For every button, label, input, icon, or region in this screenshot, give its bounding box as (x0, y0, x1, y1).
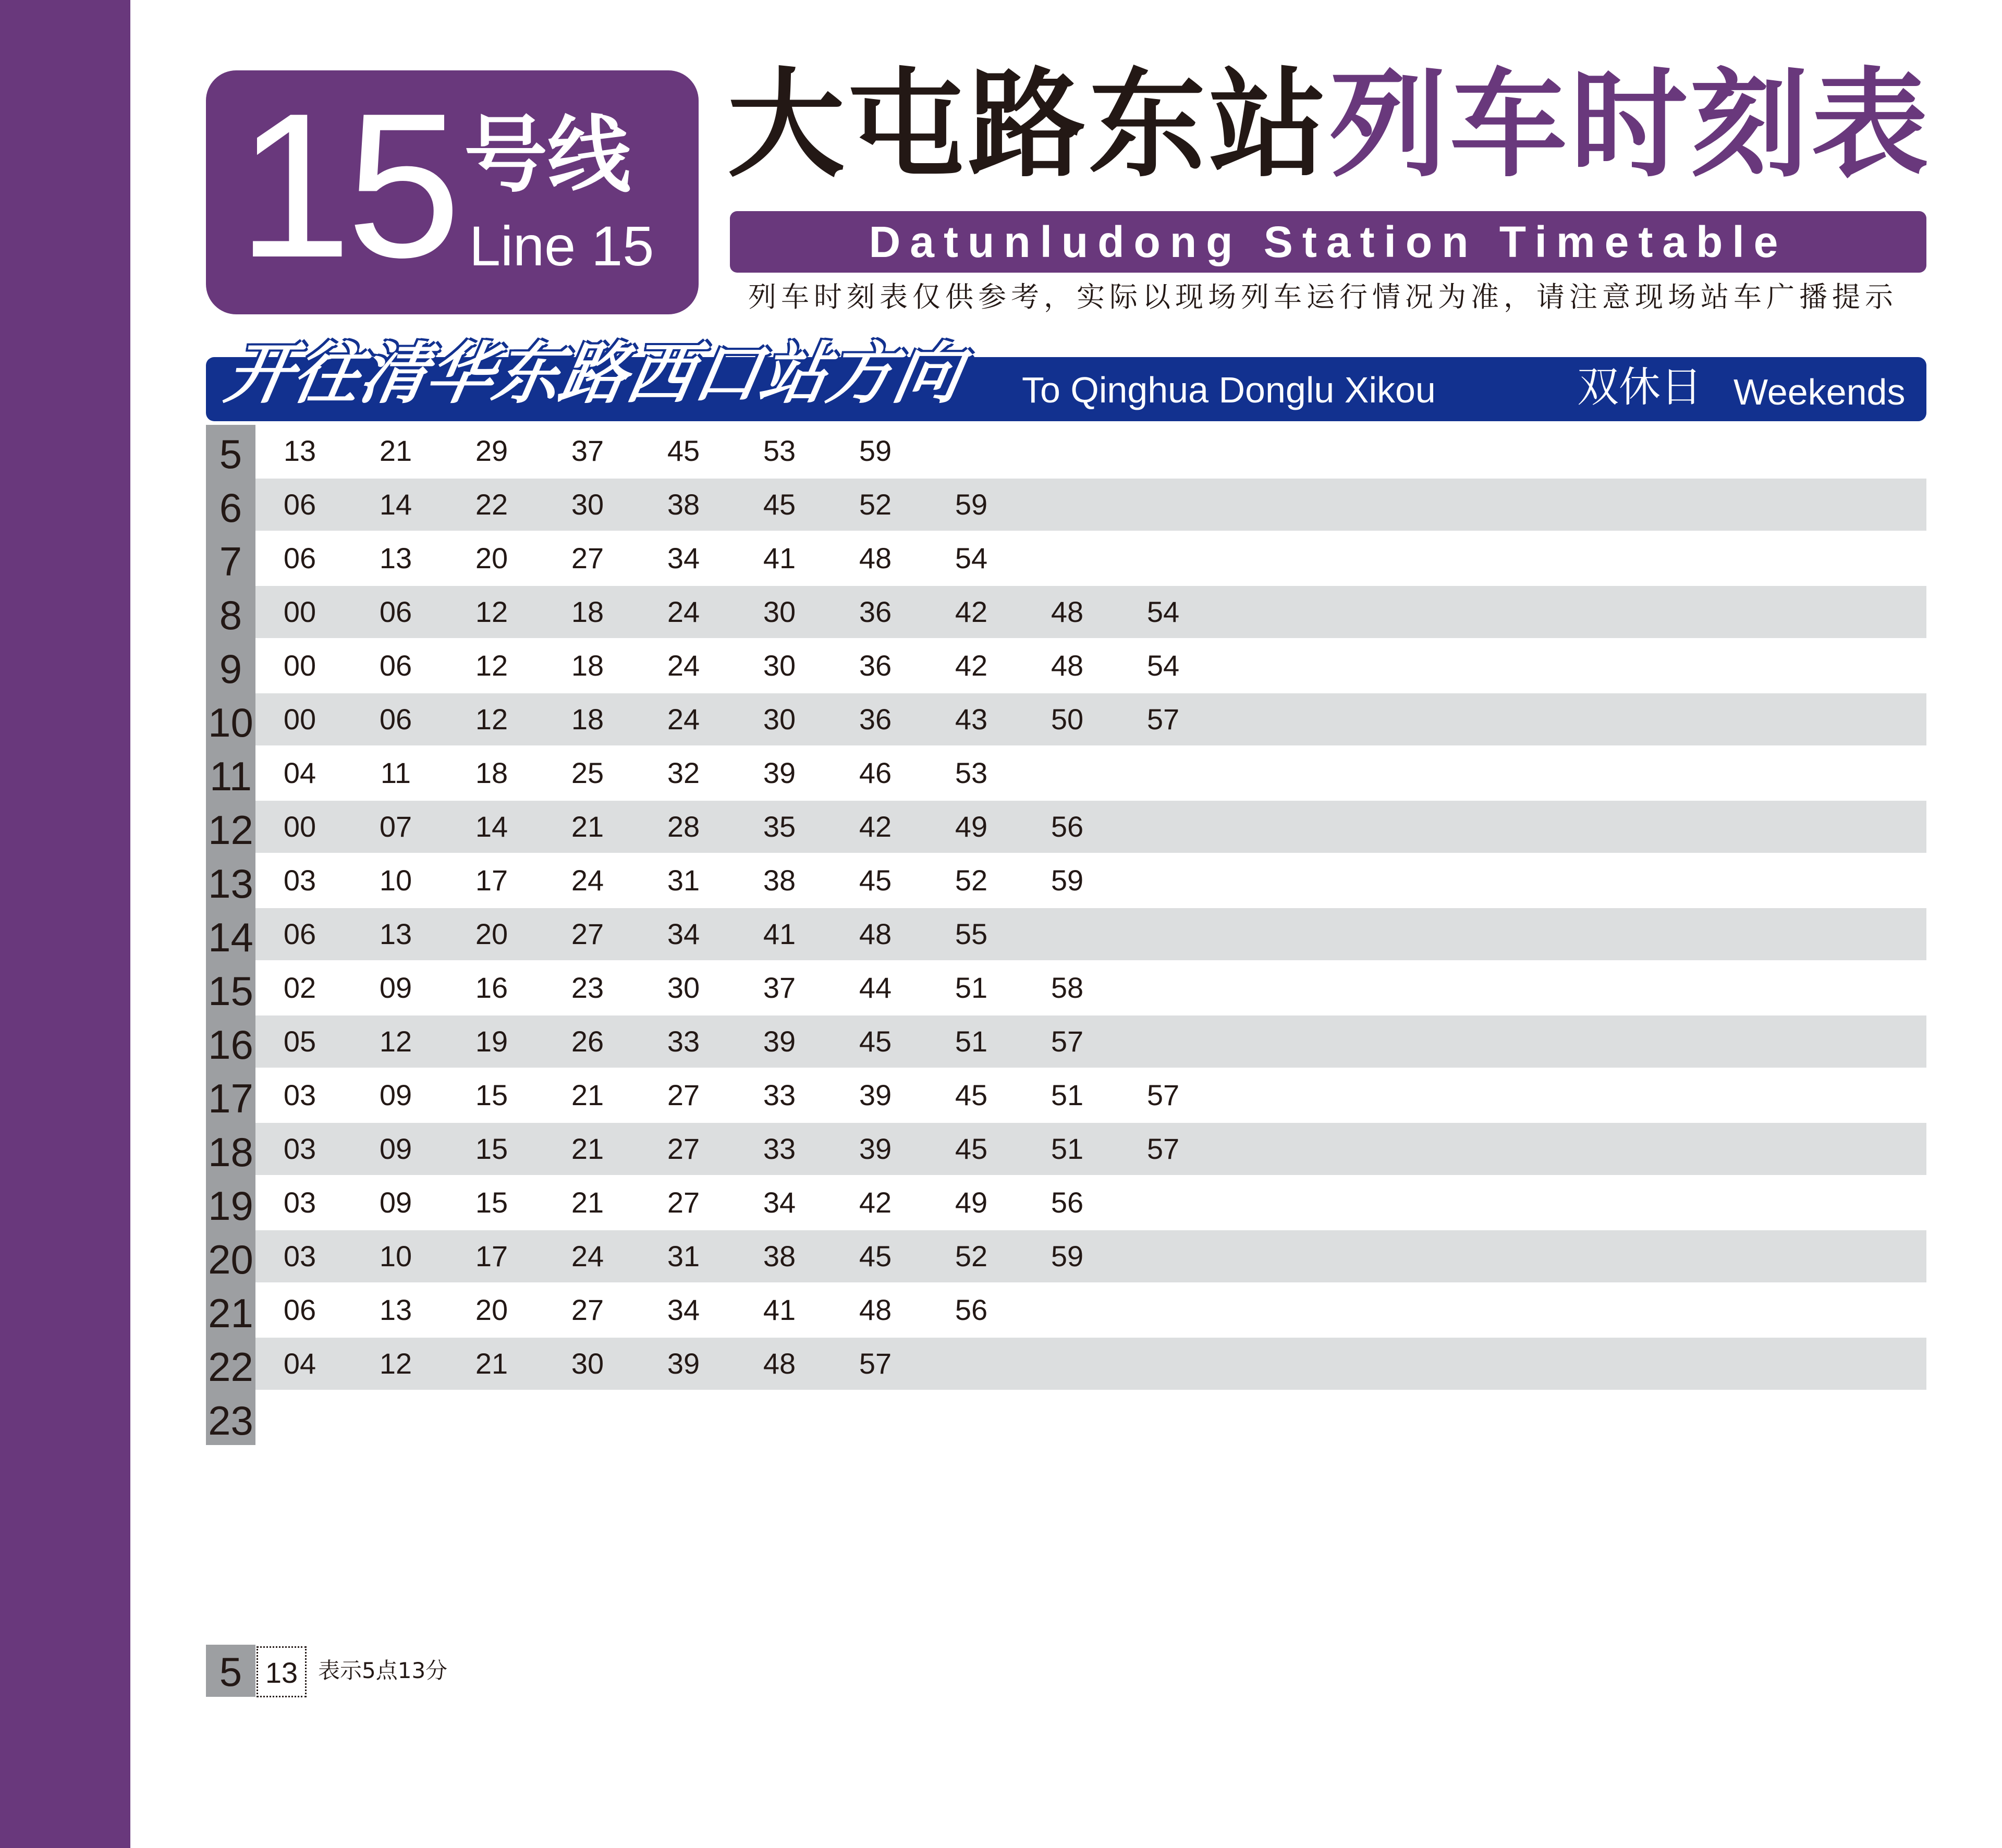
minute-cell: 45 (667, 434, 700, 467)
legend-note: 表示5点13分 (318, 1658, 448, 1683)
minute-cell: 41 (763, 917, 796, 950)
minute-cell: 18 (475, 756, 508, 789)
minute-cell: 14 (475, 810, 508, 843)
minute-cell: 59 (859, 434, 892, 467)
minute-cell: 07 (379, 810, 412, 843)
timetable-row (206, 640, 1926, 693)
timetable-row (206, 908, 1926, 962)
minute-cell: 42 (859, 1186, 892, 1219)
hour-cell: 22 (206, 1338, 255, 1391)
minute-cell: 21 (475, 1347, 508, 1380)
minute-cell: 51 (1051, 1079, 1084, 1111)
legend-minute: 13 (257, 1646, 307, 1697)
timetable-row (206, 532, 1926, 586)
minute-cell: 45 (955, 1079, 988, 1111)
minute-cell: 39 (763, 756, 796, 789)
minute-cell: 39 (859, 1079, 892, 1111)
minute-cell: 51 (955, 1025, 988, 1058)
minute-cell: 59 (1051, 864, 1084, 897)
minute-cell: 15 (475, 1132, 508, 1165)
minute-cell: 27 (571, 917, 604, 950)
minute-cell: 27 (667, 1132, 700, 1165)
minute-cell: 11 (380, 756, 411, 789)
minute-cell: 13 (379, 917, 412, 950)
timetable (206, 425, 1926, 1445)
minute-cell: 57 (859, 1347, 892, 1380)
timetable-row (206, 693, 1926, 747)
minute-cell: 56 (1051, 1186, 1084, 1219)
minute-cell: 45 (859, 1240, 892, 1272)
minute-cell: 03 (283, 1132, 316, 1165)
minute-cell: 38 (763, 864, 796, 897)
minute-cell: 34 (763, 1186, 796, 1219)
minute-cell: 14 (379, 488, 412, 521)
minute-cell: 06 (379, 595, 412, 628)
timetable-row (206, 1338, 1926, 1391)
minute-cell: 24 (667, 595, 700, 628)
minute-cell: 48 (1051, 595, 1084, 628)
minute-cell: 39 (667, 1347, 700, 1380)
minute-cell: 42 (955, 595, 988, 628)
minute-cell: 06 (379, 703, 412, 736)
line-label-cn: 号线 (464, 106, 631, 204)
minute-cell: 30 (571, 488, 604, 521)
minute-cell: 56 (1051, 810, 1084, 843)
minute-cell: 09 (379, 1079, 412, 1111)
minute-cell: 12 (379, 1347, 412, 1380)
timetable-row (206, 962, 1926, 1015)
minute-cell: 20 (475, 917, 508, 950)
minute-cell: 54 (955, 542, 988, 574)
minute-cell: 55 (955, 917, 988, 950)
minute-cell: 57 (1146, 1132, 1180, 1165)
timetable-row (206, 1069, 1926, 1123)
timetable-row (206, 586, 1926, 640)
minute-cell: 54 (1146, 595, 1180, 628)
minute-cell: 57 (1146, 1079, 1180, 1111)
minute-cell: 20 (475, 542, 508, 574)
notice-text: 列车时刻表仅供参考，实际以现场列车运行情况为准，请注意现场站车广播提示 (748, 280, 1898, 313)
minute-cell: 09 (379, 1186, 412, 1219)
hour-cell: 20 (206, 1230, 255, 1284)
minute-cell: 36 (859, 649, 892, 682)
minute-cell: 33 (667, 1025, 700, 1058)
minute-cell: 51 (955, 971, 988, 1004)
minute-cell: 12 (475, 703, 508, 736)
minute-cell: 51 (1051, 1132, 1084, 1165)
minute-cell: 13 (283, 434, 316, 467)
minute-cell: 31 (667, 1240, 700, 1272)
timetable-label: 列车时刻表 (1329, 57, 1932, 193)
minute-cell: 30 (571, 1347, 604, 1380)
minute-cell: 06 (283, 542, 316, 574)
hour-cell: 16 (206, 1015, 255, 1069)
minute-cell: 45 (763, 488, 796, 521)
minute-cell: 59 (1051, 1240, 1084, 1272)
minute-cell: 49 (955, 810, 988, 843)
minute-cell: 53 (955, 756, 988, 789)
hour-cell: 11 (206, 747, 255, 801)
minute-cell: 44 (859, 971, 892, 1004)
english-title-bar: Datunludong Station Timetable (730, 211, 1926, 273)
minute-cell: 22 (475, 488, 508, 521)
timetable-row (206, 801, 1926, 854)
minute-cell: 27 (571, 542, 604, 574)
minute-cell: 09 (379, 971, 412, 1004)
minute-cell: 06 (283, 1293, 316, 1326)
minute-cell: 56 (955, 1293, 988, 1326)
minute-cell: 00 (283, 595, 316, 628)
minute-cell: 42 (955, 649, 988, 682)
minute-cell: 57 (1051, 1025, 1084, 1058)
minute-cell: 18 (571, 703, 604, 736)
line-number: 15 (237, 70, 456, 300)
minute-cell: 03 (283, 1240, 316, 1272)
left-decorative-bar (0, 0, 130, 1848)
minute-cell: 00 (283, 703, 316, 736)
minute-cell: 30 (763, 703, 796, 736)
minute-cell: 27 (571, 1293, 604, 1326)
line-label-en: Line 15 (469, 214, 654, 277)
minute-cell: 46 (859, 756, 892, 789)
minute-cell: 37 (763, 971, 796, 1004)
minute-cell: 21 (571, 1186, 604, 1219)
minute-cell: 10 (379, 1240, 412, 1272)
timetable-row (206, 479, 1926, 532)
minute-cell: 30 (763, 649, 796, 682)
minute-cell: 12 (475, 649, 508, 682)
hour-cell: 10 (206, 693, 255, 747)
minute-cell: 39 (859, 1132, 892, 1165)
minute-cell: 03 (283, 1079, 316, 1111)
minute-cell: 54 (1146, 649, 1180, 682)
minute-cell: 49 (955, 1186, 988, 1219)
minute-cell: 38 (667, 488, 700, 521)
hour-cell: 8 (206, 586, 255, 640)
minute-cell: 06 (283, 488, 316, 521)
station-name: 大屯路东站 (727, 57, 1329, 193)
hour-cell: 12 (206, 801, 255, 854)
minute-cell: 53 (763, 434, 796, 467)
minute-cell: 15 (475, 1186, 508, 1219)
minute-cell: 06 (283, 917, 316, 950)
direction-cn: 开往清华东路西口站方向 (219, 335, 968, 413)
direction-bar (206, 335, 1926, 421)
minute-cell: 06 (379, 649, 412, 682)
minute-cell: 58 (1051, 971, 1084, 1004)
timetable-row (206, 1284, 1926, 1338)
minute-cell: 45 (859, 864, 892, 897)
minute-cell: 34 (667, 1293, 700, 1326)
minute-cell: 52 (955, 1240, 988, 1272)
direction-en: To Qinghua Donglu Xikou (1022, 370, 1436, 410)
minute-cell: 17 (475, 864, 508, 897)
minute-cell: 43 (955, 703, 988, 736)
minute-cell: 28 (667, 810, 700, 843)
hour-cell: 9 (206, 640, 255, 693)
hour-cell: 13 (206, 854, 255, 908)
minute-cell: 38 (763, 1240, 796, 1272)
minute-cell: 48 (859, 1293, 892, 1326)
minute-cell: 18 (571, 649, 604, 682)
minute-cell: 45 (859, 1025, 892, 1058)
minute-cell: 45 (955, 1132, 988, 1165)
timetable-row (206, 1177, 1926, 1230)
day-type-en: Weekends (1734, 372, 1906, 412)
minute-cell: 18 (571, 595, 604, 628)
minute-cell: 00 (283, 810, 316, 843)
minute-cell: 37 (571, 434, 604, 467)
hour-cell: 19 (206, 1177, 255, 1230)
minute-cell: 24 (571, 864, 604, 897)
minute-cell: 36 (859, 703, 892, 736)
hour-cell: 15 (206, 962, 255, 1015)
minute-cell: 41 (763, 542, 796, 574)
minute-cell: 48 (859, 542, 892, 574)
minute-cell: 23 (571, 971, 604, 1004)
minute-cell: 24 (571, 1240, 604, 1272)
hour-cell: 18 (206, 1123, 255, 1177)
minute-cell: 12 (379, 1025, 412, 1058)
minute-cell: 34 (667, 542, 700, 574)
minute-cell: 12 (475, 595, 508, 628)
minute-cell: 24 (667, 649, 700, 682)
minute-cell: 41 (763, 1293, 796, 1326)
minute-cell: 00 (283, 649, 316, 682)
minute-cell: 04 (283, 756, 316, 789)
hour-cell: 21 (206, 1284, 255, 1338)
timetable-row (206, 1123, 1926, 1177)
minute-cell: 42 (859, 810, 892, 843)
minute-cell: 21 (571, 1132, 604, 1165)
hour-cell: 7 (206, 532, 255, 586)
minute-cell: 33 (763, 1079, 796, 1111)
minute-cell: 35 (763, 810, 796, 843)
minute-cell: 21 (571, 1079, 604, 1111)
minute-cell: 17 (475, 1240, 508, 1272)
minute-cell: 21 (379, 434, 412, 467)
minute-cell: 24 (667, 703, 700, 736)
minute-cell: 31 (667, 864, 700, 897)
minute-cell: 50 (1051, 703, 1084, 736)
minute-cell: 27 (667, 1186, 700, 1219)
line-badge (206, 70, 699, 314)
minute-cell: 59 (955, 488, 988, 521)
minute-cell: 36 (859, 595, 892, 628)
hour-cell: 6 (206, 479, 255, 532)
minute-cell: 39 (763, 1025, 796, 1058)
timetable-row (206, 854, 1926, 908)
minute-cell: 29 (475, 434, 508, 467)
minute-cell: 04 (283, 1347, 316, 1380)
minute-cell: 26 (571, 1025, 604, 1058)
minute-cell: 32 (667, 756, 700, 789)
minute-cell: 30 (763, 595, 796, 628)
minute-cell: 52 (955, 864, 988, 897)
hour-cell: 5 (206, 425, 255, 479)
minute-cell: 52 (859, 488, 892, 521)
minute-cell: 34 (667, 917, 700, 950)
timetable-row (206, 1015, 1926, 1069)
hour-cell: 14 (206, 908, 255, 962)
day-type-cn: 双休日 (1577, 363, 1702, 411)
minute-cell: 15 (475, 1079, 508, 1111)
minute-cell: 30 (667, 971, 700, 1004)
timetable-row (206, 1391, 1926, 1445)
minute-cell: 27 (667, 1079, 700, 1111)
hour-cell: 23 (206, 1391, 255, 1445)
minute-cell: 20 (475, 1293, 508, 1326)
legend-hour: 5 (206, 1645, 255, 1697)
timetable-row (206, 1230, 1926, 1284)
minute-cell: 05 (283, 1025, 316, 1058)
minute-cell: 21 (571, 810, 604, 843)
minute-cell: 13 (379, 542, 412, 574)
minute-cell: 33 (763, 1132, 796, 1165)
minute-cell: 19 (475, 1025, 508, 1058)
minute-cell: 09 (379, 1132, 412, 1165)
minute-cell: 13 (379, 1293, 412, 1326)
row-band (255, 1391, 1926, 1443)
minute-cell: 02 (283, 971, 316, 1004)
minute-cell: 25 (571, 756, 604, 789)
minute-cell: 48 (1051, 649, 1084, 682)
minute-cell: 10 (379, 864, 412, 897)
minute-cell: 57 (1146, 703, 1180, 736)
minute-cell: 48 (763, 1347, 796, 1380)
minute-cell: 03 (283, 1186, 316, 1219)
hour-cell: 17 (206, 1069, 255, 1123)
minute-cell: 03 (283, 864, 316, 897)
timetable-row (206, 425, 1926, 479)
minute-cell: 48 (859, 917, 892, 950)
page-title (727, 57, 1932, 193)
timetable-row (206, 747, 1926, 801)
minute-cell: 16 (475, 971, 508, 1004)
